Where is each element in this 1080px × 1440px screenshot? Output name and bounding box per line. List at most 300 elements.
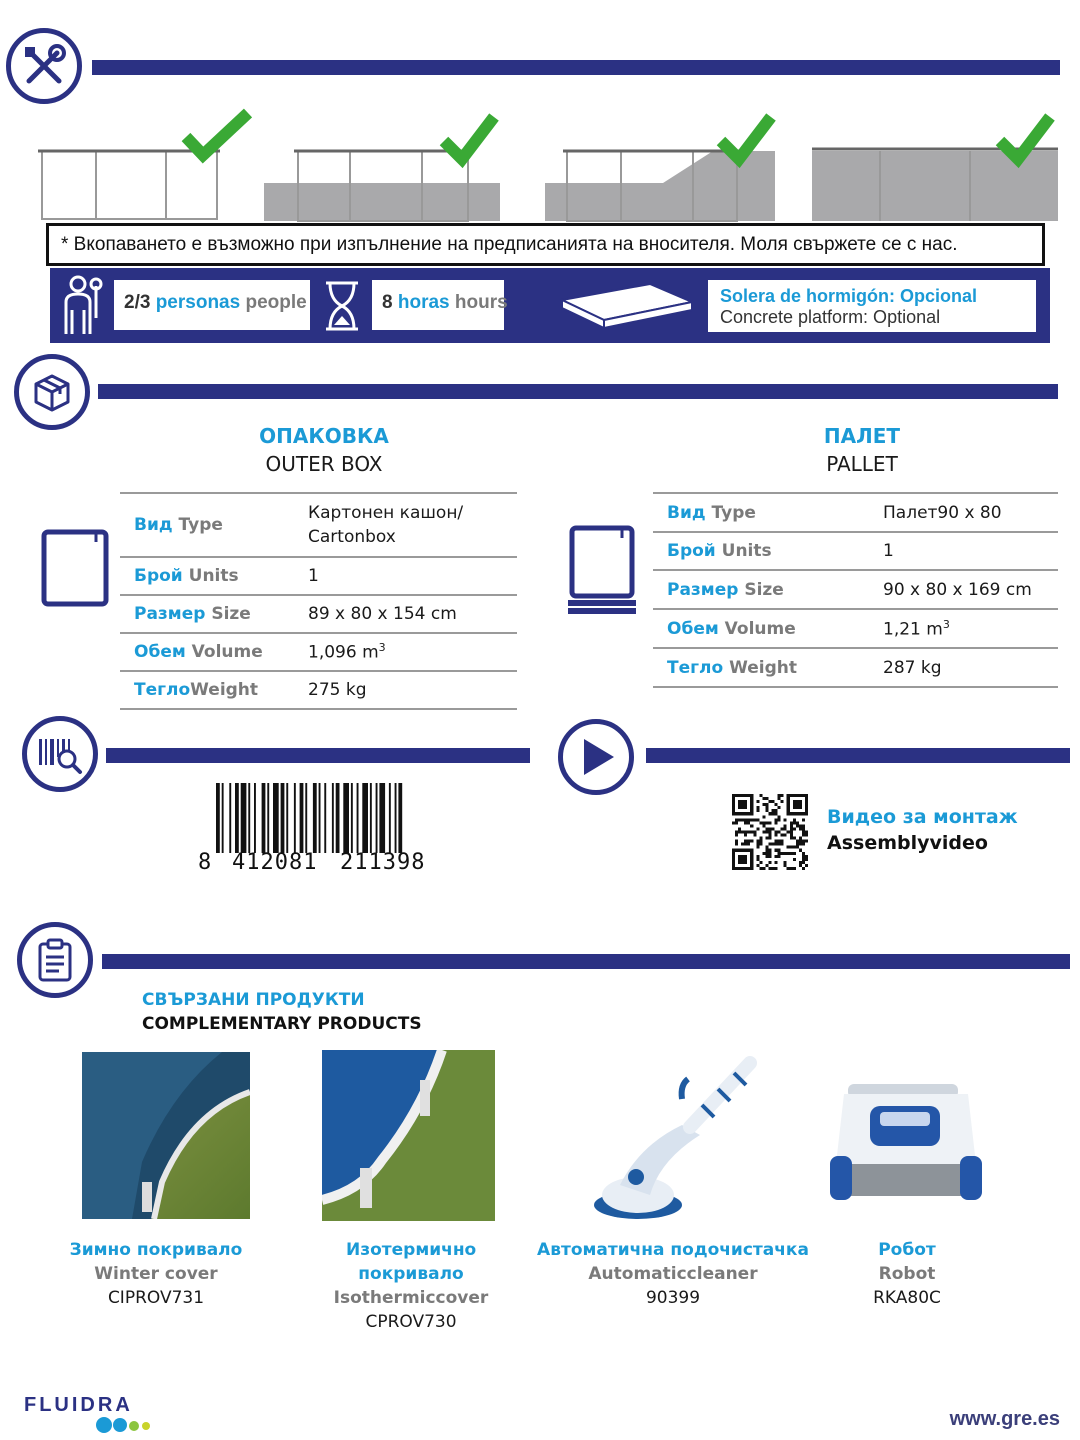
outer-box-table: [120, 492, 517, 710]
installation-info-band: [50, 268, 1050, 343]
row-value: 287 kg: [869, 648, 1058, 687]
barcode-bar: [379, 783, 385, 853]
qr-module: [735, 834, 738, 837]
qr-module: [756, 846, 759, 849]
qr-module: [775, 849, 778, 852]
qr-module: [750, 840, 753, 843]
row-label-en: Type: [711, 502, 756, 523]
qr-module: [747, 830, 750, 833]
burial-notice: * Вкопаването е възможно при изпълнение на предписанията на вносителя. Моля свържете се с нас.: [46, 223, 1045, 266]
pallet-title-bg: ПАЛЕТ: [823, 424, 901, 448]
qr-module: [750, 818, 753, 821]
qr-module: [756, 827, 759, 830]
product-code: 90399: [645, 1288, 701, 1308]
pallet-title: [742, 424, 982, 476]
row-value: 1: [294, 557, 517, 595]
qr-module: [762, 852, 765, 855]
qr-module: [738, 830, 741, 833]
qr-module: [765, 830, 768, 833]
qr-module: [799, 849, 802, 852]
product-automatic-cleaner[interactable]: [532, 1238, 814, 1310]
product-code: RKA80C: [873, 1288, 941, 1308]
table-row: [120, 557, 517, 595]
qr-module: [793, 852, 796, 855]
tools-icon: [6, 28, 82, 104]
qr-module: [765, 846, 768, 849]
qr-module: [778, 855, 781, 858]
qr-module: [778, 818, 781, 821]
assembly-video-label[interactable]: [827, 804, 1018, 856]
barcode-bar: [357, 783, 359, 853]
qr-module: [775, 809, 778, 812]
barcode-digits: [196, 850, 436, 878]
qr-module: [790, 834, 793, 837]
volume-unit-exponent: 3: [942, 617, 950, 631]
row-value: 90 x 80 x 169 cm: [869, 570, 1058, 609]
video-title-bg: Видео за монтаж: [827, 806, 1018, 828]
product-name-en: Robot: [878, 1264, 936, 1284]
product-code: CPROV730: [365, 1312, 457, 1332]
qr-module: [775, 843, 778, 846]
barcode-group-2: 211398: [340, 850, 426, 875]
product-robot[interactable]: [836, 1238, 978, 1310]
qr-module: [775, 830, 778, 833]
barcode-bar: [281, 783, 285, 853]
table-row: [653, 609, 1058, 648]
qr-module: [805, 840, 808, 843]
qr-module: [772, 827, 775, 830]
qr-module: [793, 846, 796, 849]
section-divider: [98, 384, 1058, 399]
qr-module: [765, 849, 768, 852]
concrete-slab-icon: [560, 280, 694, 332]
qr-module: [793, 837, 796, 840]
qr-module: [744, 818, 747, 821]
qr-module: [741, 830, 744, 833]
hours-number: 8: [382, 292, 393, 313]
qr-module: [799, 843, 802, 846]
qr-module: [735, 830, 738, 833]
barcode-bar: [370, 783, 372, 853]
qr-module: [768, 849, 771, 852]
section-divider: [92, 60, 1060, 75]
qr-module: [744, 821, 747, 824]
qr-module: [778, 794, 781, 797]
volume-value: 1,096 m: [308, 642, 379, 663]
row-label-en: Weight: [729, 657, 797, 678]
qr-module: [738, 855, 747, 864]
qr-module: [802, 843, 805, 846]
qr-module: [790, 827, 793, 830]
volume-value: 1,21 m: [883, 619, 943, 640]
qr-module: [805, 834, 808, 837]
barcode-bar: [305, 783, 307, 853]
qr-module: [756, 855, 759, 858]
qr-module: [796, 840, 799, 843]
qr-module: [775, 834, 778, 837]
qr-module: [790, 837, 793, 840]
qr-module: [793, 818, 796, 821]
barcode-bar: [254, 783, 256, 853]
qr-module: [781, 794, 784, 797]
qr-module: [735, 843, 738, 846]
qr-module: [790, 846, 793, 849]
qr-module: [756, 864, 759, 867]
qr-module: [762, 803, 765, 806]
qr-module: [756, 818, 759, 821]
qr-module: [744, 840, 747, 843]
hours-en: hours: [454, 292, 508, 313]
qr-module: [784, 824, 787, 827]
qr-module: [802, 824, 805, 827]
row-label-en: Weight: [190, 680, 259, 700]
qr-module: [762, 815, 765, 818]
qr-module: [753, 834, 756, 837]
workers-icon: [58, 274, 104, 338]
video-title-en: Assemblyvideo: [827, 832, 988, 854]
product-winter-cover[interactable]: [56, 1238, 256, 1310]
qr-module: [738, 800, 747, 809]
table-row: [120, 633, 517, 671]
qr-module: [802, 855, 805, 858]
qr-module: [787, 852, 790, 855]
qr-module: [778, 849, 781, 852]
qr-module: [735, 821, 738, 824]
qr-module: [735, 818, 738, 821]
product-code: CIPROV731: [107, 1288, 205, 1308]
qr-module: [756, 800, 759, 803]
outer-box-title: [194, 424, 454, 476]
row-label-bg: Вид: [134, 515, 173, 535]
qr-module: [793, 827, 796, 830]
qr-module: [793, 858, 796, 861]
qr-module: [765, 855, 768, 858]
table-row: [653, 493, 1058, 532]
fluidra-dots-icon: [96, 1416, 166, 1434]
qr-module: [765, 864, 768, 867]
qr-module: [772, 812, 775, 815]
barcode-bar: [376, 783, 378, 853]
product-name-bg: Автоматична подочистачка: [537, 1240, 809, 1260]
qr-module: [744, 830, 747, 833]
qr-module: [741, 843, 744, 846]
qr-module: [790, 867, 793, 870]
qr-module: [799, 837, 802, 840]
qr-module: [753, 830, 756, 833]
table-row: [653, 570, 1058, 609]
qr-module: [768, 821, 771, 824]
barcode-bar: [300, 783, 304, 853]
qr-module: [778, 843, 781, 846]
barcode-bar: [324, 783, 326, 853]
qr-module: [756, 858, 759, 861]
installation-above-ground-image: [38, 105, 253, 223]
concrete-cell: [708, 280, 1036, 332]
row-label-bg: Обем: [667, 618, 719, 639]
table-row: [653, 532, 1058, 570]
box-icon: [14, 354, 90, 430]
qr-module: [790, 821, 793, 824]
table-row: [653, 648, 1058, 687]
product-name-bg: Зимно покривало: [69, 1240, 243, 1260]
qr-module: [756, 840, 759, 843]
qr-module: [781, 843, 784, 846]
qr-module: [790, 824, 793, 827]
qr-module: [750, 830, 753, 833]
qr-module: [805, 864, 808, 867]
row-value: [869, 609, 1058, 648]
qr-module: [759, 861, 762, 864]
qr-module: [765, 821, 768, 824]
qr-module: [772, 809, 775, 812]
row-value: 275 kg: [294, 671, 517, 709]
qr-module: [775, 861, 778, 864]
qr-module: [775, 818, 778, 821]
qr-module: [805, 855, 808, 858]
table-row: [120, 595, 517, 633]
barcode-bar: [313, 783, 317, 853]
installation-slope-image: [543, 105, 778, 223]
row-label-bg: Тегло: [134, 680, 191, 700]
concrete-en: Concrete platform: Optional: [720, 307, 941, 327]
qr-module: [762, 830, 765, 833]
barcode-bar: [229, 783, 231, 853]
fluidra-logo: [24, 1394, 164, 1434]
barcode-bar: [216, 783, 220, 853]
row-label-bg: Брой: [134, 566, 183, 586]
qr-module: [781, 840, 784, 843]
row-label-en: Volume: [191, 642, 263, 662]
qr-module: [762, 821, 765, 824]
barcode-group-1: 412081: [232, 850, 318, 875]
complementary-title-bg: СВЪРЗАНИ ПРОДУКТИ: [142, 990, 365, 1010]
qr-module: [765, 797, 768, 800]
qr-module: [796, 824, 799, 827]
qr-module: [775, 812, 778, 815]
qr-module: [759, 794, 762, 797]
qr-module: [762, 797, 765, 800]
barcode-bar: [362, 783, 368, 853]
qr-module: [772, 843, 775, 846]
qr-module: [753, 818, 756, 821]
table-row: [120, 671, 517, 709]
qr-module: [735, 840, 738, 843]
qr-module: [802, 818, 805, 821]
qr-module: [802, 834, 805, 837]
row-label-en: Size: [744, 579, 784, 600]
qr-module: [762, 824, 765, 827]
qr-module: [778, 840, 781, 843]
qr-module: [747, 840, 750, 843]
qr-module: [781, 852, 784, 855]
concrete-es: Solera de hormigón: Opcional: [720, 286, 978, 306]
qr-module: [802, 827, 805, 830]
row-value: 1: [869, 532, 1058, 570]
section-divider: [106, 748, 530, 763]
installation-semi-buried-image: [262, 105, 502, 223]
qr-module: [772, 867, 775, 870]
clipboard-icon: [17, 922, 93, 998]
row-label-en: Size: [211, 604, 251, 624]
barcode-bar: [248, 783, 250, 853]
barcode-bar: [235, 783, 239, 853]
qr-module: [741, 818, 744, 821]
row-value: Палет90 x 80: [869, 493, 1058, 532]
row-label-en: Type: [178, 515, 223, 535]
row-label-en: Volume: [724, 618, 796, 639]
qr-module: [747, 843, 750, 846]
qr-module: [787, 846, 790, 849]
pallet-table: [653, 492, 1058, 688]
qr-module: [778, 830, 781, 833]
qr-module: [802, 830, 805, 833]
qr-module: [756, 843, 759, 846]
qr-module: [750, 824, 753, 827]
qr-module: [759, 837, 762, 840]
product-name-en: Winter cover: [94, 1264, 218, 1284]
qr-module: [768, 834, 771, 837]
qr-module: [759, 840, 762, 843]
qr-module: [781, 827, 784, 830]
qr-module: [796, 843, 799, 846]
qr-module: [784, 834, 787, 837]
website-link[interactable]: www.gre.es: [949, 1408, 1060, 1430]
barcode-bar: [336, 783, 340, 853]
qr-module: [799, 824, 802, 827]
complementary-title-en: COMPLEMENTARY PRODUCTS: [142, 1014, 422, 1034]
qr-code-image[interactable]: [732, 794, 808, 870]
qr-module: [738, 818, 741, 821]
row-label-bg: Брой: [667, 541, 716, 561]
row-value: Картонен кашон/ Cartonbox: [294, 493, 517, 557]
qr-module: [805, 830, 808, 833]
qr-module: [793, 867, 796, 870]
qr-module: [793, 821, 796, 824]
qr-module: [775, 840, 778, 843]
row-label-bg: Размер: [667, 579, 739, 600]
people-cell: [114, 280, 310, 330]
qr-module: [759, 821, 762, 824]
row-label-en: Units: [721, 541, 772, 561]
barcode-bar: [267, 783, 269, 853]
row-label-bg: Вид: [667, 502, 706, 523]
section-divider: [646, 748, 1070, 763]
qr-module: [775, 867, 778, 870]
barcode-bar: [389, 783, 391, 853]
product-name-en: Automaticcleaner: [588, 1264, 758, 1284]
qr-module: [802, 840, 805, 843]
barcode-bar: [395, 783, 397, 853]
qr-module: [768, 812, 771, 815]
installation-buried-image: [810, 105, 1060, 223]
brand-name: FLUIDRA: [24, 1394, 133, 1416]
qr-module: [756, 809, 759, 812]
play-icon: [558, 719, 634, 795]
qr-module: [790, 852, 793, 855]
complementary-title: [142, 988, 422, 1036]
qr-module: [799, 827, 802, 830]
qr-module: [775, 803, 778, 806]
qr-module: [768, 852, 771, 855]
row-label-bg: Обем: [134, 642, 186, 662]
barcode-image: [216, 783, 442, 853]
row-value: 89 x 80 x 154 cm: [294, 595, 517, 633]
hours-cell: [372, 280, 508, 330]
product-isothermic-cover[interactable]: [320, 1238, 502, 1334]
barcode-bar: [294, 783, 296, 853]
people-number: 2/3: [124, 292, 151, 313]
barcode-bar: [351, 783, 353, 853]
volume-unit-exponent: 3: [378, 641, 386, 655]
qr-module: [765, 837, 768, 840]
qr-module: [784, 852, 787, 855]
qr-module: [799, 861, 802, 864]
barcode-bar: [319, 783, 321, 853]
qr-module: [768, 827, 771, 830]
automatic-cleaner-image[interactable]: [590, 1055, 760, 1225]
qr-module: [772, 800, 775, 803]
table-row: [120, 493, 517, 557]
product-name-bg: Изотермично покривало: [346, 1240, 477, 1284]
isothermic-cover-image[interactable]: [322, 1050, 495, 1221]
barcode-bar: [343, 783, 349, 853]
pallet-icon: [566, 524, 638, 616]
qr-module: [802, 867, 805, 870]
qr-module: [775, 821, 778, 824]
outer-box-title-en: OUTER BOX: [265, 452, 383, 476]
qr-module: [796, 846, 799, 849]
qr-module: [793, 800, 802, 809]
qr-module: [790, 830, 793, 833]
qr-module: [768, 830, 771, 833]
qr-module: [787, 867, 790, 870]
barcode-bar: [222, 783, 224, 853]
barcode-scan-icon: [22, 716, 98, 792]
barcode-bar: [398, 783, 402, 853]
qr-module: [765, 806, 768, 809]
qr-module: [768, 837, 771, 840]
barcode-bar: [286, 783, 288, 853]
qr-module: [781, 834, 784, 837]
row-label-en: Units: [188, 566, 239, 586]
barcode-bar: [332, 783, 334, 853]
hours-es: horas: [397, 292, 450, 313]
qr-module: [778, 797, 781, 800]
barcode-bar: [241, 783, 247, 853]
robot-cleaner-image[interactable]: [830, 1080, 982, 1206]
qr-module: [744, 843, 747, 846]
qr-module: [796, 821, 799, 824]
row-label-bg: Размер: [134, 604, 206, 624]
qr-module: [778, 815, 781, 818]
row-label-bg: Тегло: [667, 657, 724, 678]
qr-module: [765, 852, 768, 855]
barcode-bar: [273, 783, 279, 853]
qr-module: [787, 830, 790, 833]
qr-module: [768, 843, 771, 846]
qr-module: [784, 861, 787, 864]
qr-module: [775, 855, 778, 858]
qr-module: [759, 843, 762, 846]
people-en: people: [245, 292, 307, 313]
qr-module: [756, 806, 759, 809]
qr-module: [802, 858, 805, 861]
winter-cover-image[interactable]: [82, 1052, 250, 1219]
qr-module: [768, 855, 771, 858]
qr-module: [784, 818, 787, 821]
qr-module: [778, 852, 781, 855]
qr-module: [802, 861, 805, 864]
